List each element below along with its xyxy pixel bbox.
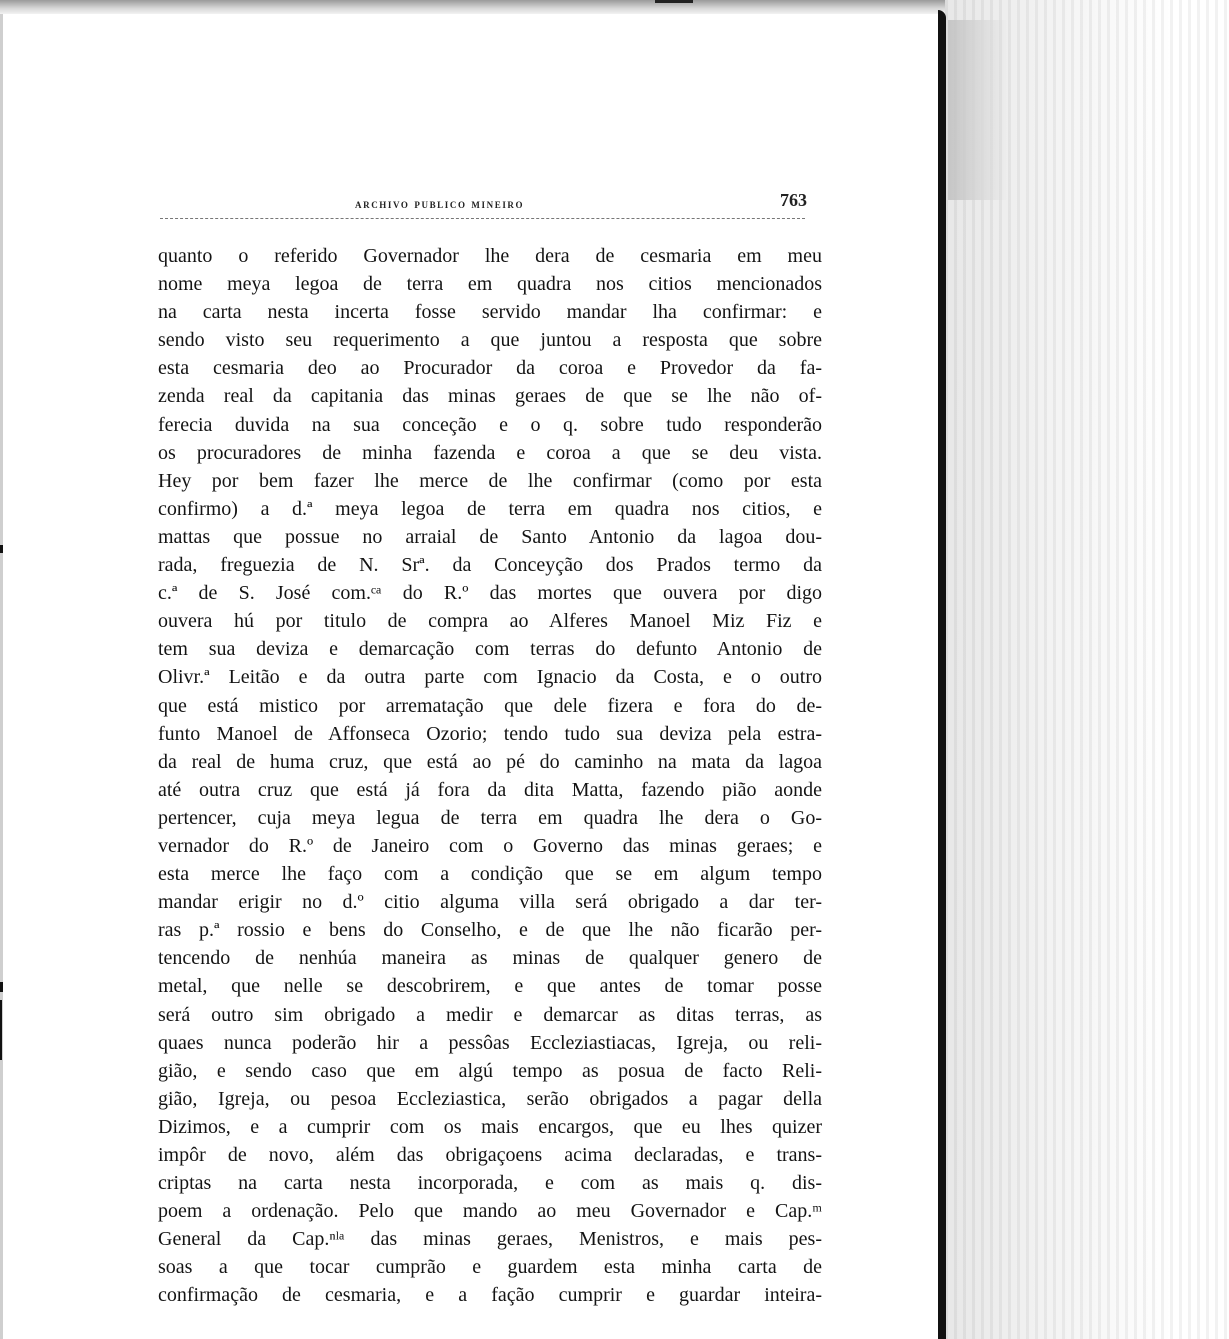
text-line: quaes nunca poderão hir a pessôas Eccleziastiacas, Igreja, ou reli-: [158, 1031, 822, 1054]
scan-top-edge: [0, 0, 945, 14]
text-line: c.ª de S. José com.ᶜᵃ do R.º das mortes que ouvera por digo: [158, 582, 822, 605]
text-line: rada, freguezia de N. Srª. da Conceyção dos Prados termo da: [158, 554, 822, 577]
text-line: que está mistico por arrematação que dele fizera e fora do de-: [158, 694, 822, 717]
scan-left-edge: [0, 14, 3, 1339]
text-line: tencendo de nenhúa maneira as minas de qualquer genero de: [158, 947, 822, 970]
running-head: [150, 190, 830, 220]
text-line: quanto o referido Governador lhe dera de cesmaria em meu: [158, 245, 822, 267]
text-line: gião, Igreja, ou pesoa Eccleziastica, serão obrigados a pagar della: [158, 1087, 822, 1110]
scan-left-mark: [0, 982, 3, 992]
text-line: Hey por bem fazer lhe merce de lhe confirmar (como por esta: [158, 469, 822, 492]
scan-left-mark: [0, 545, 3, 553]
text-line: vernador do R.º de Janeiro com o Governo das minas geraes; e: [158, 834, 822, 857]
text-line: ras p.ª rossio e bens do Conselho, e de que lhe não ficarão per-: [158, 919, 822, 942]
text-line: mandar erigir no d.º citio alguma villa será obrigado a dar ter-: [158, 891, 822, 914]
text-line: impôr de novo, além das obrigaçoens acima declaradas, e trans-: [158, 1144, 822, 1166]
text-line: da real de huma cruz, que está ao pé do caminho na mata da lagoa: [158, 750, 822, 773]
page-number: 763: [780, 190, 807, 210]
text-line: sendo visto seu requerimento a que juntou a resposta que sobre: [158, 329, 822, 352]
scan-top-mark: [655, 0, 693, 3]
page-edge: [938, 10, 946, 1339]
text-line: ferecia duvida na sua conceção e o q. sobre tudo responderão: [158, 413, 822, 436]
text-line: ouvera hú por titulo de compra ao Alferes Manoel Miz Fiz e: [158, 610, 822, 633]
text-line: soas a que tocar cumprão e guardem esta minha carta de: [158, 1256, 822, 1279]
text-line: gião, e sendo caso que em algú tempo as posua de facto Reli-: [158, 1059, 822, 1082]
text-line: Dizimos, e a cumprir com os mais encargos, que eu lhes quizer: [158, 1115, 822, 1138]
facing-page-shadow: [948, 20, 1008, 200]
text-line: metal, que nelle se descobrirem, e que antes de tomar posse: [158, 975, 822, 998]
running-title: archivo publico mineiro: [355, 196, 525, 211]
text-line: até outra cruz que está já fora da dita Matta, fazendo pião aonde: [158, 778, 822, 801]
text-line: confirmo) a d.ª meya legoa de terra em quadra nos citios, e: [158, 497, 822, 520]
facing-page-strip: [945, 0, 1229, 1339]
text-line: poem a ordenação. Pelo que mando ao meu Governador e Cap.ᵐ: [158, 1200, 822, 1223]
text-line: os procuradores de minha fazenda e coroa a que se deu vista.: [158, 441, 822, 464]
text-line: criptas na carta nesta incorporada, e com as mais q. dis-: [158, 1172, 822, 1195]
text-line: tem sua deviza e demarcação com terras do defunto Antonio de: [158, 638, 822, 661]
text-line: nome meya legoa de terra em quadra nos citios mencionados: [158, 273, 822, 296]
body-text: [158, 242, 822, 1310]
header-rule: [160, 218, 805, 219]
text-line: na carta nesta incerta fosse servido mandar lha confirmar: e: [158, 301, 822, 324]
text-line: zenda real da capitania das minas geraes de que se lhe não of-: [158, 385, 822, 408]
text-line: será outro sim obrigado a medir e demarcar as ditas terras, as: [158, 1003, 822, 1026]
text-line: mattas que possue no arraial de Santo Antonio da lagoa dou-: [158, 525, 822, 548]
scan-left-mark: [0, 1000, 2, 1060]
text-line: confirmação de cesmaria, e a fação cumprir e guardar inteira-: [158, 1284, 822, 1307]
text-line: esta cesmaria deo ao Procurador da coroa e Provedor da fa-: [158, 357, 822, 380]
text-line: pertencer, cuja meya legua de terra em quadra lhe dera o Go-: [158, 806, 822, 829]
text-line: General da Cap.ⁿˡᵃ das minas geraes, Menistros, e mais pes-: [158, 1228, 822, 1251]
text-line: Olivr.ª Leitão e da outra parte com Ignacio da Costa, e o outro: [158, 666, 822, 689]
text-line: esta merce lhe faço com a condição que se em algum tempo: [158, 863, 822, 886]
text-line: funto Manoel de Affonseca Ozorio; tendo tudo sua deviza pela estra-: [158, 722, 822, 745]
